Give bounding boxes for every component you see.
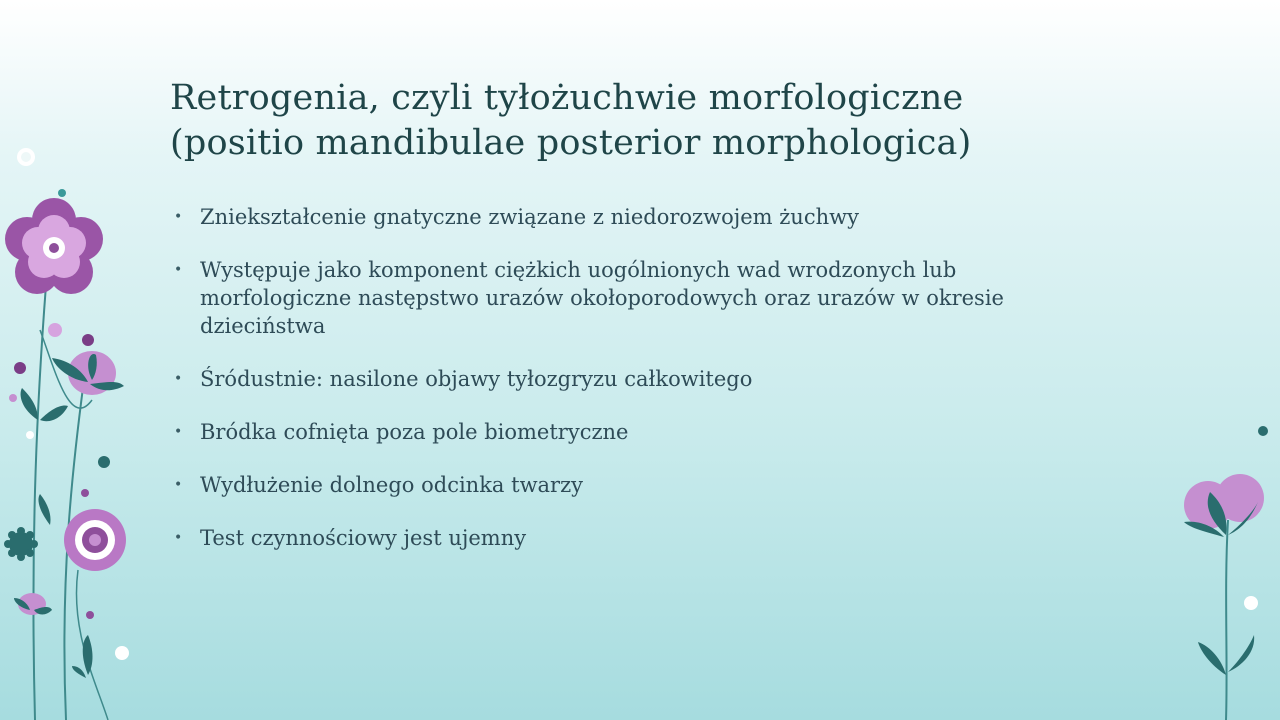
bullet-item: [172, 471, 1132, 499]
bullet-list: [172, 203, 1132, 577]
bullet-text: Występuje jako komponent ciężkich uogólnionych wad wrodzonych lub: [200, 258, 957, 282]
bullet-text: Zniekształcenie gnatyczne związane z niedorozwojem żuchwy: [200, 205, 859, 229]
slide-title: [170, 76, 1190, 166]
bullet-item: [172, 524, 1132, 552]
flower-vine-icon: [0, 130, 140, 720]
bullet-dot: •: [174, 262, 183, 278]
bullet-item: [172, 418, 1132, 446]
slide-title-line: (positio mandibulae posterior morphologica): [170, 123, 972, 163]
bullet-text: Bródka cofnięta poza pole biometryczne: [200, 420, 629, 444]
bullet-text: morfologiczne następstwo urazów okołoporodowych oraz urazów w okresie: [200, 286, 1004, 310]
bullet-text: Wydłużenie dolnego odcinka twarzy: [200, 473, 584, 497]
bullet-dot: •: [174, 477, 183, 493]
bullet-dot: •: [174, 424, 183, 440]
bullet-dot: •: [174, 530, 183, 546]
bullet-text: Test czynnościowy jest ujemny: [200, 526, 527, 550]
bullet-text: Śródustnie: nasilone objawy tyłozgryzu całkowitego: [200, 367, 753, 391]
bullet-item: [172, 365, 1132, 393]
bullet-dot: •: [174, 371, 183, 387]
bullet-item: [172, 203, 1132, 231]
flower-stem-icon: [1170, 410, 1280, 720]
bullet-dot: •: [174, 209, 183, 225]
slide-title-line: Retrogenia, czyli tyłożuchwie morfologiczne: [170, 78, 964, 118]
bullet-item: [172, 256, 1132, 340]
bullet-text: dzieciństwa: [200, 314, 326, 338]
